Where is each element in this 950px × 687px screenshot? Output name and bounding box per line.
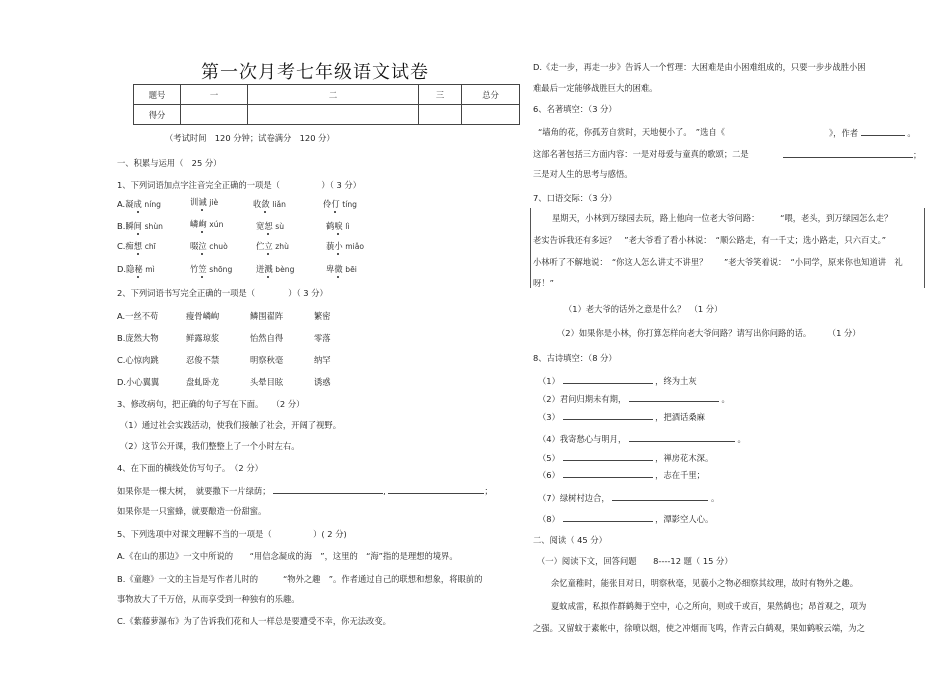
- dialogue-line: 老实告诉我还有多远？ ”老大爷看了看小林说： “顺公路走，有一千丈；选小路走，只六百丈。”: [533, 235, 887, 245]
- score-cell: 总分: [462, 85, 520, 105]
- question-text: 如果你是一只蜜蜂，就要酿造一份甜蜜。: [117, 506, 267, 516]
- page-title: 第一次月考七年级语文试卷: [201, 62, 429, 83]
- score-cell: 三: [419, 85, 462, 105]
- fill-line: 》，作者 。: [829, 128, 916, 138]
- answer-blank[interactable]: [629, 392, 719, 402]
- option-word: 盘虬卧龙: [186, 377, 220, 387]
- pinyin: shùn: [144, 222, 163, 231]
- score-cell: [181, 105, 248, 125]
- score-table-header-row: [134, 85, 520, 105]
- score-cell: 一: [181, 85, 248, 105]
- score-cell: 题号: [134, 85, 181, 105]
- section-heading: 二、阅读（ 45 分）: [533, 535, 607, 545]
- option-row: [117, 220, 163, 232]
- pinyin: chī: [144, 242, 156, 251]
- question-item: （1）老大爷的话外之意是什么？ （1 分）: [564, 304, 723, 314]
- option-word: A.一丝不苟: [117, 311, 159, 321]
- option-word: 伫立 zhù: [256, 241, 289, 251]
- answer-blank[interactable]: [629, 432, 735, 442]
- answer-blank[interactable]: [563, 468, 653, 478]
- option-word: A.凝成: [117, 199, 142, 209]
- option-row: 难最后一定能够战胜巨大的困难。: [533, 83, 658, 93]
- reading-paragraph: 之强。又留蚊于素帐中，徐喷以烟，使之冲烟而飞鸣，作青云白鹤观，果如鹤唳云端，为之: [533, 623, 865, 633]
- option-word: 鲜露琼浆: [186, 333, 220, 343]
- box-border-left: [530, 208, 531, 288]
- option-word: 伶仃 tíng: [323, 199, 357, 209]
- option-word: C.痴想: [117, 241, 143, 251]
- score-cell: [462, 105, 520, 125]
- question-item: （1）通过社会实践活动，使我们接触了社会，开阔了视野。: [120, 420, 341, 430]
- question-text: 8、古诗填空：（8 分）: [533, 353, 617, 363]
- reading-paragraph: 余忆童稚时，能张目对日，明察秋毫，见藐小之物必细察其纹理，故时有物外之趣。: [551, 578, 858, 588]
- box-border-right: [924, 208, 925, 288]
- option-row: D.《走一步，再走一步》告诉人一个哲理：大困难是由小困难组成的，只要一步步战胜小困: [533, 62, 866, 72]
- option-word: 忍俊不禁: [186, 355, 220, 365]
- option-row: B.《童趣》一文的主旨是写作者儿时的 “物外之趣 ”。作者通过自己的联想和想象，将眼前的: [117, 574, 483, 584]
- option-row: [117, 263, 155, 275]
- answer-blank[interactable]: [563, 410, 653, 420]
- option-word: 鹤唳 lì: [326, 221, 350, 231]
- question-text: 5、下列选项中对课文理解不当的一项是（ ）( 2 分): [117, 529, 347, 539]
- option-word: B.庞然大物: [117, 333, 159, 343]
- option-word: C.心惊肉跳: [117, 355, 159, 365]
- option-word: 卑微 bēi: [326, 264, 357, 274]
- answer-blank[interactable]: [861, 126, 905, 136]
- question-item: （2）如果你是小林，你打算怎样向老大爷问路？请写出你问路的话。 （1 分）: [557, 328, 861, 338]
- score-cell: 得分: [134, 105, 181, 125]
- fill-line: 这部名著包括三方面内容：一是对母爱与童真的歌颂；二是: [533, 149, 749, 159]
- poem-item: （5） ，禅房花木深。: [538, 453, 714, 463]
- option-word: B.瞬间: [117, 221, 142, 231]
- reading-paragraph: 夏蚊成雷，私拟作群鹤舞于空中，心之所向，则或千或百，果然鹤也；昂首观之，项为: [551, 601, 867, 611]
- poem-item: （8） ，潭影空人心。: [538, 514, 714, 524]
- exam-info: （考试时间 120 分钟；试卷满分 120 分）: [165, 133, 335, 143]
- option-row: [117, 240, 156, 252]
- option-row: C.《紫藤萝瀑布》为了告诉我们花和人一样总是要遭受不幸，你无法改变。: [117, 616, 391, 626]
- option-word: 鳞围翟阵: [250, 311, 284, 321]
- option-word: 零落: [314, 333, 331, 343]
- question-text: 6、名著填空：（3 分）: [533, 104, 617, 114]
- answer-blank[interactable]: [563, 374, 653, 384]
- question-text: 三是对人生的思考与感悟。: [533, 169, 633, 179]
- score-cell: [419, 105, 462, 125]
- option-word: 训诫 jiè: [190, 197, 219, 207]
- option-word: 嶙峋 xún: [190, 219, 224, 229]
- option-word: 竹笠 shōng: [190, 264, 233, 274]
- score-cell: 二: [248, 85, 419, 105]
- option-word: D.隐秘: [117, 264, 143, 274]
- poem-item: （4）我寄愁心与明月， 。: [538, 434, 746, 444]
- question-text: 1、下列词语加点字注音完全正确的一项是（ ）（ 3 分）: [117, 180, 361, 190]
- option-row: A.《在山的那边》一文中所说的 “用信念凝成的海 ”，这里的 “海”指的是理想的境界。: [117, 551, 458, 561]
- option-word: 宽恕 sù: [256, 221, 285, 231]
- question-text: 3、修改病句，把正确的句子写在下面。 （2 分）: [117, 399, 305, 409]
- option-word: 纳罕: [314, 355, 331, 365]
- poem-item: （3） ，把酒话桑麻: [538, 412, 705, 422]
- option-word: 迸溅 bèng: [256, 264, 295, 274]
- question-text: 2、下列词语书写完全正确的一项是（ ）（ 3 分）: [117, 288, 328, 298]
- score-table: [133, 84, 520, 125]
- pinyin: níng: [144, 200, 161, 209]
- question-text: 7、口语交际：（3 分）: [533, 193, 617, 203]
- poem-item: （7）绿树村边合， 。: [538, 493, 720, 503]
- option-word: 收敛 liǎn: [253, 199, 286, 209]
- fill-line: ；: [783, 148, 921, 161]
- answer-blank[interactable]: [783, 148, 913, 158]
- option-word: 藐小 miǎo: [326, 241, 365, 251]
- answer-blank[interactable]: [273, 484, 383, 494]
- option-row: [117, 198, 161, 210]
- poem-item: （6） ，志在千里；: [538, 470, 705, 480]
- dialogue-line: 星期天，小林到万绿园去玩，路上他向一位老大爷问路： “喂，老头，到万绿园怎么走？: [552, 213, 893, 223]
- option-word: D.小心翼翼: [117, 377, 160, 387]
- dialogue-line: 呀！”: [533, 278, 554, 288]
- question-text: 4、在下面的横线处仿写句子。 （2 分）: [117, 463, 263, 473]
- question-item: （2）这节公开课，我们整整上了一个小时左右。: [120, 441, 300, 451]
- option-word: 瘦骨嶙峋: [186, 311, 220, 321]
- poem-item: （2）君问归期未有期， 。: [538, 394, 730, 404]
- pinyin: mì: [145, 265, 155, 274]
- answer-blank[interactable]: [612, 491, 708, 501]
- option-word: 诱惑: [314, 377, 331, 387]
- option-word: 啜泣 chuò: [190, 241, 228, 251]
- dialogue-line: 小林听了不解地说： “你这人怎么讲丈不讲里？ ”老大爷笑着说： “小同学，原来你也知道讲 礼: [533, 257, 903, 267]
- answer-blank[interactable]: [388, 484, 484, 494]
- option-word: 头晕目眩: [250, 377, 284, 387]
- answer-blank[interactable]: [563, 451, 653, 461]
- option-word: 怡然自得: [250, 333, 284, 343]
- option-word: 繁密: [314, 311, 331, 321]
- score-cell: [248, 105, 419, 125]
- fill-line: 如果你是一棵大树， 就要撒下一片绿荫； , ；: [117, 486, 493, 496]
- answer-blank[interactable]: [563, 512, 653, 522]
- reading-heading: （一）阅读下文，回答问题 8----12 题（ 15 分）: [537, 556, 733, 566]
- section-heading: 一、积累与运用（ 25 分）: [117, 158, 222, 168]
- fill-line: “墙角的花，你孤芳自赏时，天地便小了。 ”选自《: [538, 127, 725, 137]
- score-table-score-row: [134, 105, 520, 125]
- poem-item: （1） ，终为土灰: [538, 376, 697, 386]
- option-row: 事物放大了千万倍，从而享受到一种独有的乐趣。: [117, 594, 300, 604]
- option-word: 明察秋毫: [250, 355, 284, 365]
